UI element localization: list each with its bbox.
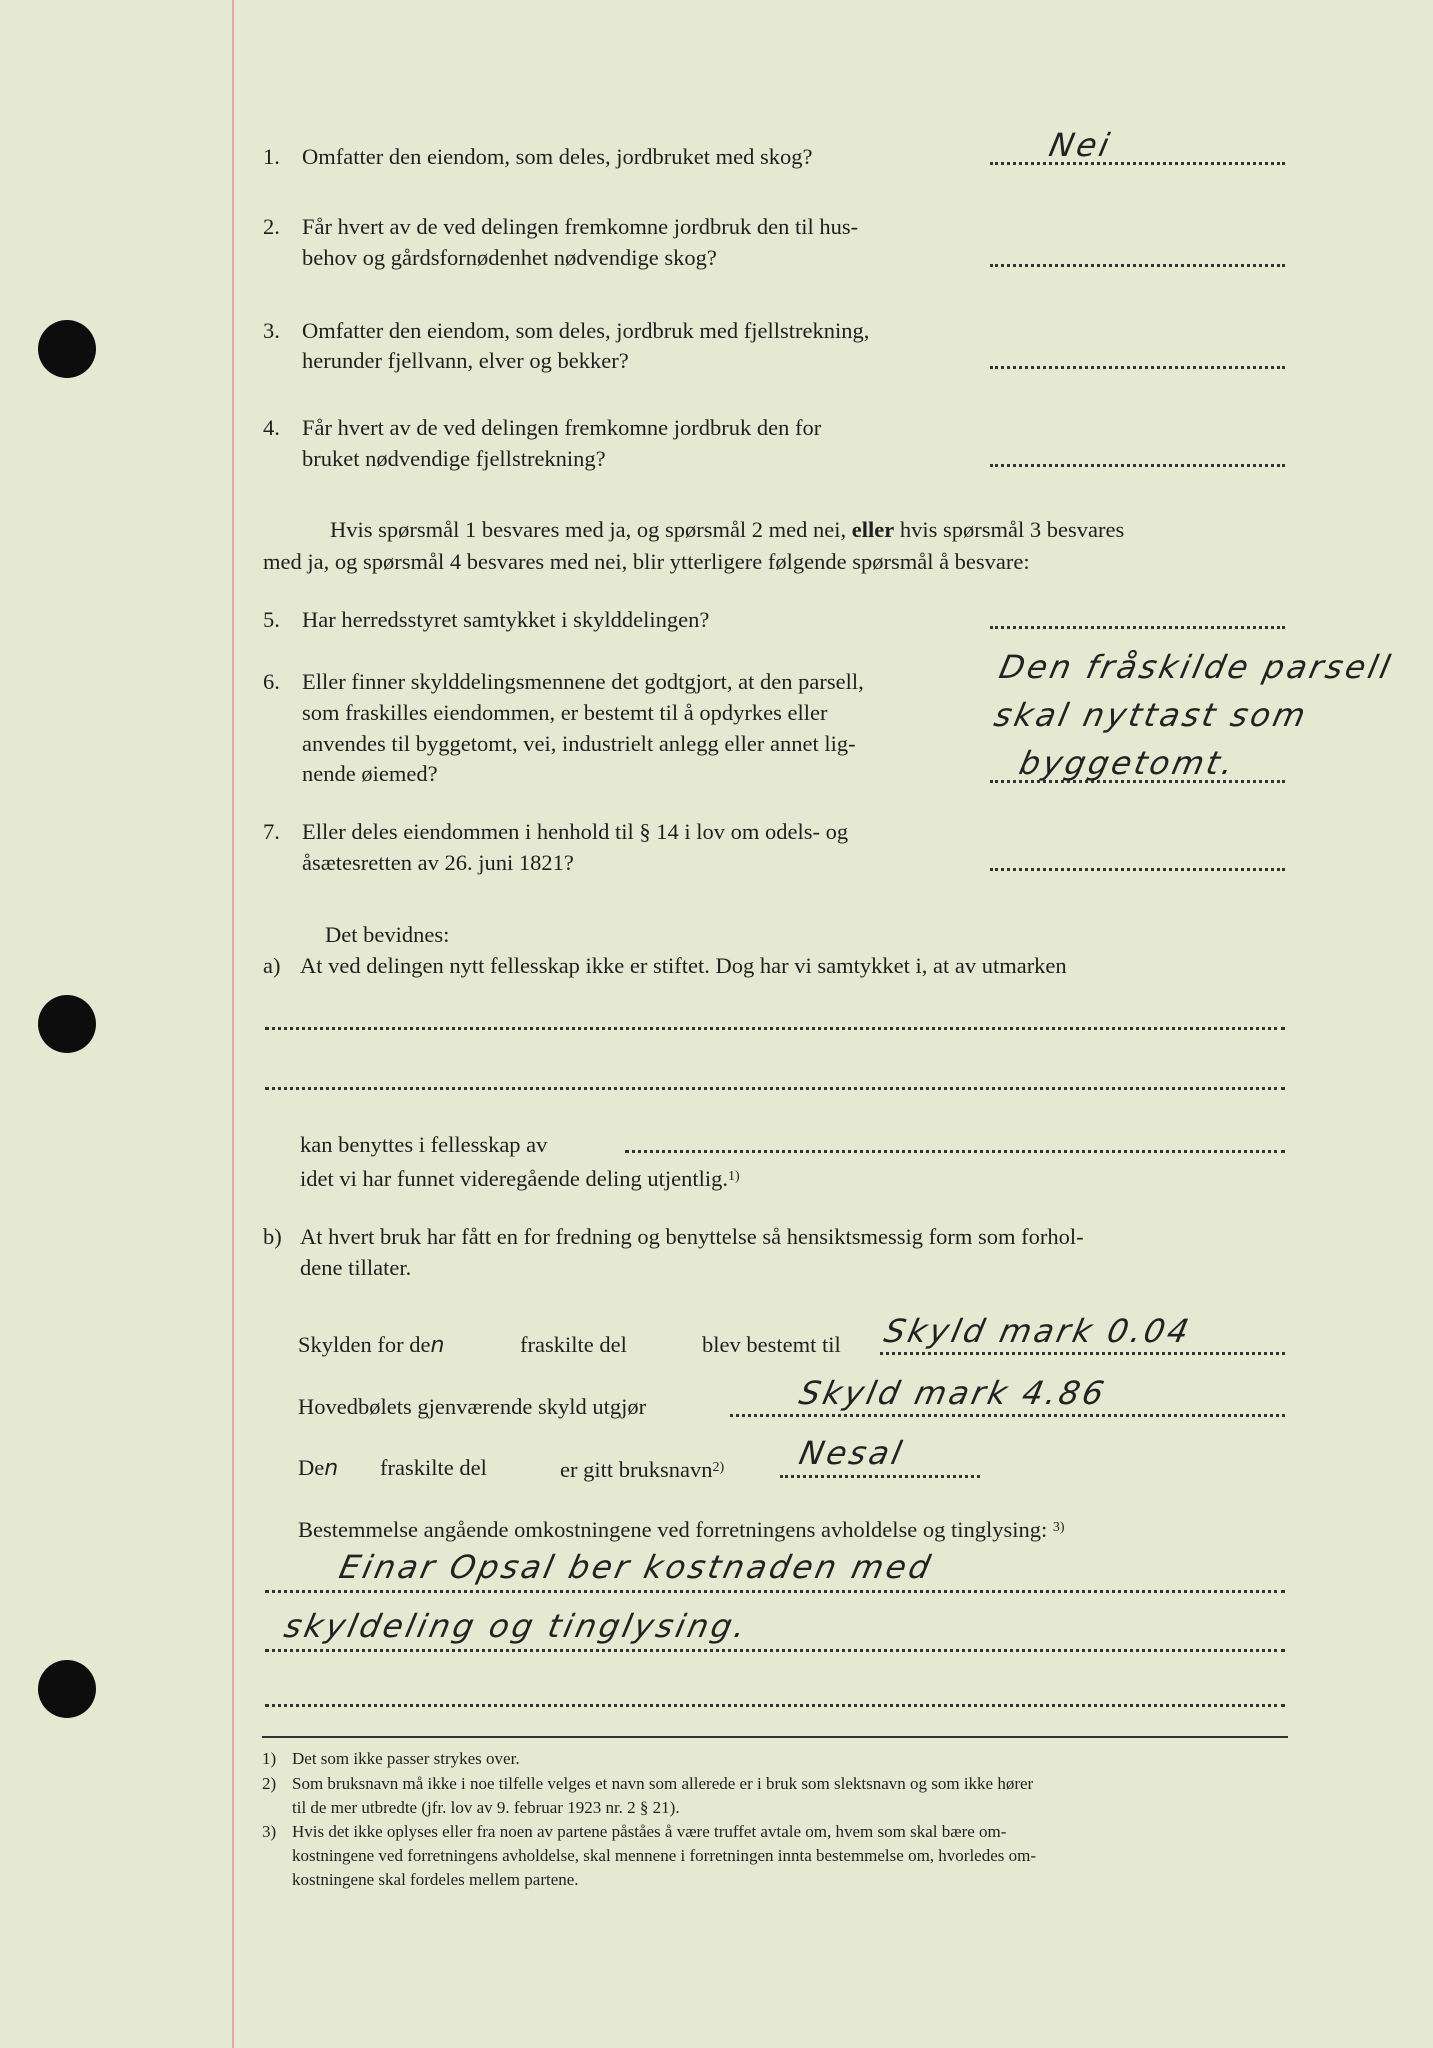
skyld-value-1: Skyld mark 0.04: [880, 1312, 1196, 1350]
punch-hole-top: [38, 320, 96, 378]
footnote-2-line-1: Som bruksnavn må ikke i noe tilfelle velges et navn som allerede er i bruk som slektsnavn og som ikke hører: [292, 1774, 1034, 1793]
answer-line-4: [990, 460, 1285, 467]
answer-6-handwriting-line-2: skal nyttast som: [990, 696, 1312, 734]
bevidnes-b-label: b): [263, 1224, 282, 1249]
omkostning-handwriting-line-2: skyldeling og tinglysing.: [280, 1607, 752, 1645]
condition-line-1: Hvis spørsmål 1 besvares med ja, og spørsmål 2 med nei, eller hvis spørsmål 3 besvares: [330, 517, 1125, 542]
skyld-label-2: Hovedbølets gjenværende skyld utgjør: [298, 1394, 647, 1419]
omkostning-line-3: [265, 1700, 1285, 1707]
answer-6-handwriting-line-3: byggetomt.: [1015, 744, 1240, 782]
idet-text: idet vi har funnet videregående deling utjentlig.$^{1)}$: [300, 1166, 740, 1191]
question-7-line-2: åsætesretten av 26. juni 1821?: [302, 850, 574, 875]
bevidnes-heading: Det bevidnes:: [325, 922, 450, 947]
footnote-3-line-1: Hvis det ikke oplyses eller fra noen av partene påståes å være truffet avtale om, hvem som skal bære om-: [292, 1822, 1007, 1841]
answer-line-3: [990, 362, 1285, 369]
question-6-line-1: Eller finner skylddelingsmennene det godtgjort, at den parsell,: [302, 669, 864, 694]
question-6-line-2: som fraskilles eiendommen, er bestemt til å opdyrkes eller: [302, 700, 828, 725]
question-4-line-2: bruket nødvendige fjellstrekning?: [302, 446, 606, 471]
answer-1-handwriting: Nei: [1045, 126, 1116, 164]
condition-line-2: med ja, og spørsmål 4 besvares med nei, blir ytterligere følgende spørsmål å besvare:: [263, 549, 1030, 574]
skyld-label-1c: blev bestemt til: [702, 1332, 841, 1357]
question-3-line-2: herunder fjellvann, elver og bekker?: [302, 348, 629, 373]
skyld-value-3: Nesal: [795, 1434, 908, 1472]
punch-hole-middle: [38, 995, 96, 1053]
question-3-number: 3.: [263, 318, 280, 343]
footnote-3-line-3: kostningene skal fordeles mellem partene.: [292, 1870, 579, 1889]
bevidnes-b-line-2: dene tillater.: [300, 1255, 412, 1280]
answer-line-1: [990, 158, 1285, 165]
fill-line-a-1: [265, 1023, 1285, 1030]
answer-line-5: [990, 622, 1285, 629]
footnote-1-mark: 1): [262, 1749, 277, 1768]
question-5-text: Har herredsstyret samtykket i skylddelingen?: [302, 607, 710, 632]
question-6-number: 6.: [263, 669, 280, 694]
footnote-2-mark: 2): [262, 1774, 277, 1793]
question-4-line-1: Får hvert av de ved delingen fremkomne jordbruk den for: [302, 415, 822, 440]
bevidnes-a-text: At ved delingen nytt fellesskap ikke er stiftet. Dog har vi samtykket i, at av utmarken: [300, 953, 1067, 978]
question-1-text: Omfatter den eiendom, som deles, jordbruket med skog?: [302, 144, 813, 169]
skyld-label-3: Den: [298, 1455, 339, 1481]
omkostning-line-2: [265, 1645, 1285, 1652]
answer-line-2: [990, 260, 1285, 267]
bevidnes-a-label: a): [263, 953, 281, 978]
fill-line-a-2: [265, 1083, 1285, 1090]
question-3-line-1: Omfatter den eiendom, som deles, jordbruk med fjellstrekning,: [302, 318, 870, 343]
answer-line-7: [990, 864, 1285, 871]
question-2-line-2: behov og gårdsfornødenhet nødvendige skog?: [302, 245, 717, 270]
skyld-label-3b: fraskilte del: [380, 1455, 487, 1480]
question-5-number: 5.: [263, 607, 280, 632]
question-4-number: 4.: [263, 415, 280, 440]
question-7-line-1: Eller deles eiendommen i henhold til § 14 i lov om odels- og: [302, 819, 849, 844]
footnote-2-line-2: til de mer utbredte (jfr. lov av 9. februar 1923 nr. 2 § 21).: [292, 1798, 680, 1817]
skyld-value-2: Skyld mark 4.86: [795, 1374, 1111, 1412]
bevidnes-b-line-1: At hvert bruk har fått en for fredning og benyttelse så hensiktsmessig form som forhol-: [300, 1224, 1084, 1249]
answer-6-handwriting-line-1: Den fråskilde parsell: [995, 648, 1397, 686]
omkostning-handwriting-line-1: Einar Opsal ber kostnaden med: [335, 1548, 937, 1586]
question-2-number: 2.: [263, 214, 280, 239]
question-6-line-4: nende øiemed?: [302, 761, 438, 786]
kan-benyttes-label: kan benyttes i fellesskap av: [300, 1132, 548, 1157]
margin-line: [232, 0, 234, 2048]
omkostning-label: Bestemmelse angående omkostningene ved forretningens avholdelse og tinglysing: $^{3)}$: [298, 1517, 1065, 1542]
skyld-label-3c: er gitt bruksnavn$^{2)}$: [560, 1457, 725, 1482]
footnote-divider: [262, 1736, 1288, 1738]
question-7-number: 7.: [263, 819, 280, 844]
footnote-3-line-2: kostningene ved forretningens avholdelse, skal mennene i forretningen innta bestemmelse om, hvorledes om-: [292, 1846, 1037, 1865]
skyld-line-3: [780, 1471, 980, 1478]
fill-line-fellesskap: [625, 1146, 1285, 1153]
question-1-number: 1.: [263, 144, 280, 169]
question-2-line-1: Får hvert av de ved delingen fremkomne jordbruk den til hus-: [302, 214, 859, 239]
footnote-1-line-1: Det som ikke passer strykes over.: [292, 1749, 520, 1768]
skyld-label-1b: fraskilte del: [520, 1332, 627, 1357]
question-6-line-3: anvendes til byggetomt, vei, industrielt anlegg eller annet lig-: [302, 731, 856, 756]
skyld-label-1: Skylden for den: [298, 1332, 445, 1358]
footnote-3-mark: 3): [262, 1822, 277, 1841]
punch-hole-bottom: [38, 1660, 96, 1718]
omkostning-line-1: [265, 1586, 1285, 1593]
